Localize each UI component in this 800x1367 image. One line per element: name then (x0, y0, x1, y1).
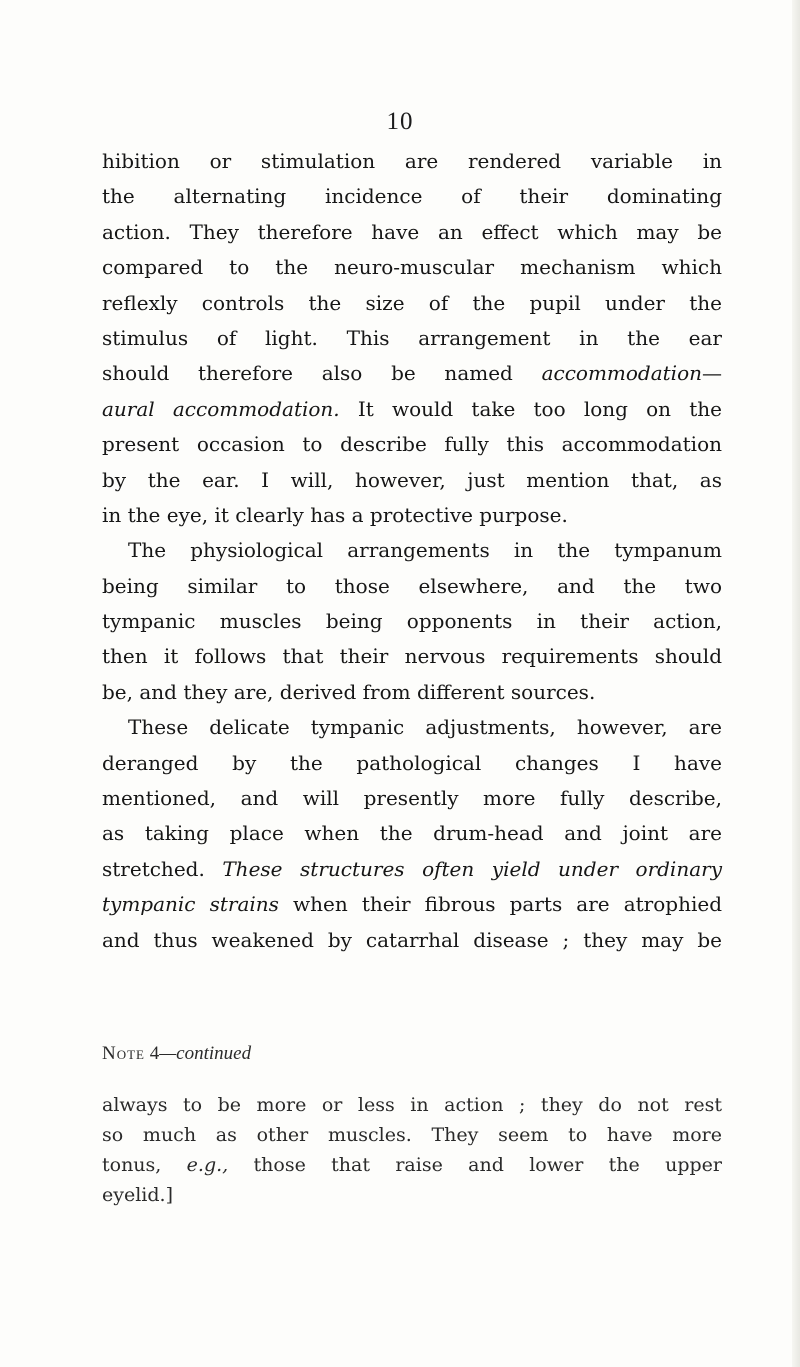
text-line: deranged by the pathological changes I have (102, 750, 722, 775)
text-line: then it follows that their nervous requirements should (102, 644, 722, 669)
italic-term: aural accommodation. (102, 396, 340, 421)
text-line: as taking place when the drum-head and joint are (102, 821, 722, 846)
text-line: and thus weakened by catarrhal disease ; they may be (102, 927, 722, 952)
text-run: stretched. (102, 856, 223, 881)
text-line (102, 852, 722, 887)
note-line (102, 1150, 722, 1180)
italic-term: accommodation (541, 361, 702, 386)
text-run: tonus, (102, 1154, 187, 1176)
note-line: always to be more or less in action ; they do not rest (102, 1094, 722, 1116)
main-text-block (102, 144, 722, 958)
text-line: tympanic muscles being opponents in their action, (102, 609, 722, 634)
text-run: should therefore also be named (102, 361, 542, 386)
text-run: — (702, 361, 722, 386)
text-line: These delicate tympanic adjustments, however, are (128, 715, 722, 740)
text-line: action. They therefore have an effect which may be (102, 219, 722, 244)
text-line: stimulus of light. This arrangement in the ear (102, 325, 722, 350)
text-line: reflexly controls the size of the pupil under the (102, 290, 722, 315)
text-line: hibition or stimulation are rendered variable in (102, 149, 722, 173)
note-continued: —continued (159, 1043, 252, 1064)
text-line: compared to the neuro-muscular mechanism which (102, 255, 722, 280)
text-run: when their fibrous parts are atrophied (278, 892, 722, 917)
note-heading (102, 1043, 251, 1065)
text-line: mentioned, and will presently more fully describe, (102, 786, 722, 811)
text-line: being similar to those elsewhere, and the two (102, 573, 722, 598)
note-label: Note (102, 1043, 145, 1064)
text-run: It would take too long on the (339, 396, 722, 421)
text-line: be, and they are, derived from different sources. (102, 679, 596, 704)
text-line (102, 392, 722, 427)
italic-abbreviation: e.g., (186, 1154, 229, 1176)
italic-passage: These structures often yield under ordinary (222, 856, 722, 881)
text-line: The physiological arrangements in the tympanum (128, 538, 722, 563)
note-line: so much as other muscles. They seem to have more (102, 1124, 722, 1146)
text-line (102, 356, 722, 391)
text-line: present occasion to describe fully this accommodation (102, 432, 722, 457)
note-number: 4 (149, 1043, 160, 1064)
text-line: in the eye, it clearly has a protective purpose. (102, 502, 568, 527)
text-line (102, 887, 722, 922)
note-text-block (102, 1090, 722, 1210)
page-edge-shadow (792, 0, 800, 1367)
italic-passage: tympanic strains (102, 892, 279, 917)
text-line: the alternating incidence of their dominating (102, 184, 722, 209)
text-line: by the ear. I will, however, just mention that, as (102, 467, 722, 492)
text-run: those that raise and lower the upper (228, 1154, 722, 1176)
page-number: 10 (386, 108, 414, 135)
note-line: eyelid.] (102, 1184, 173, 1206)
